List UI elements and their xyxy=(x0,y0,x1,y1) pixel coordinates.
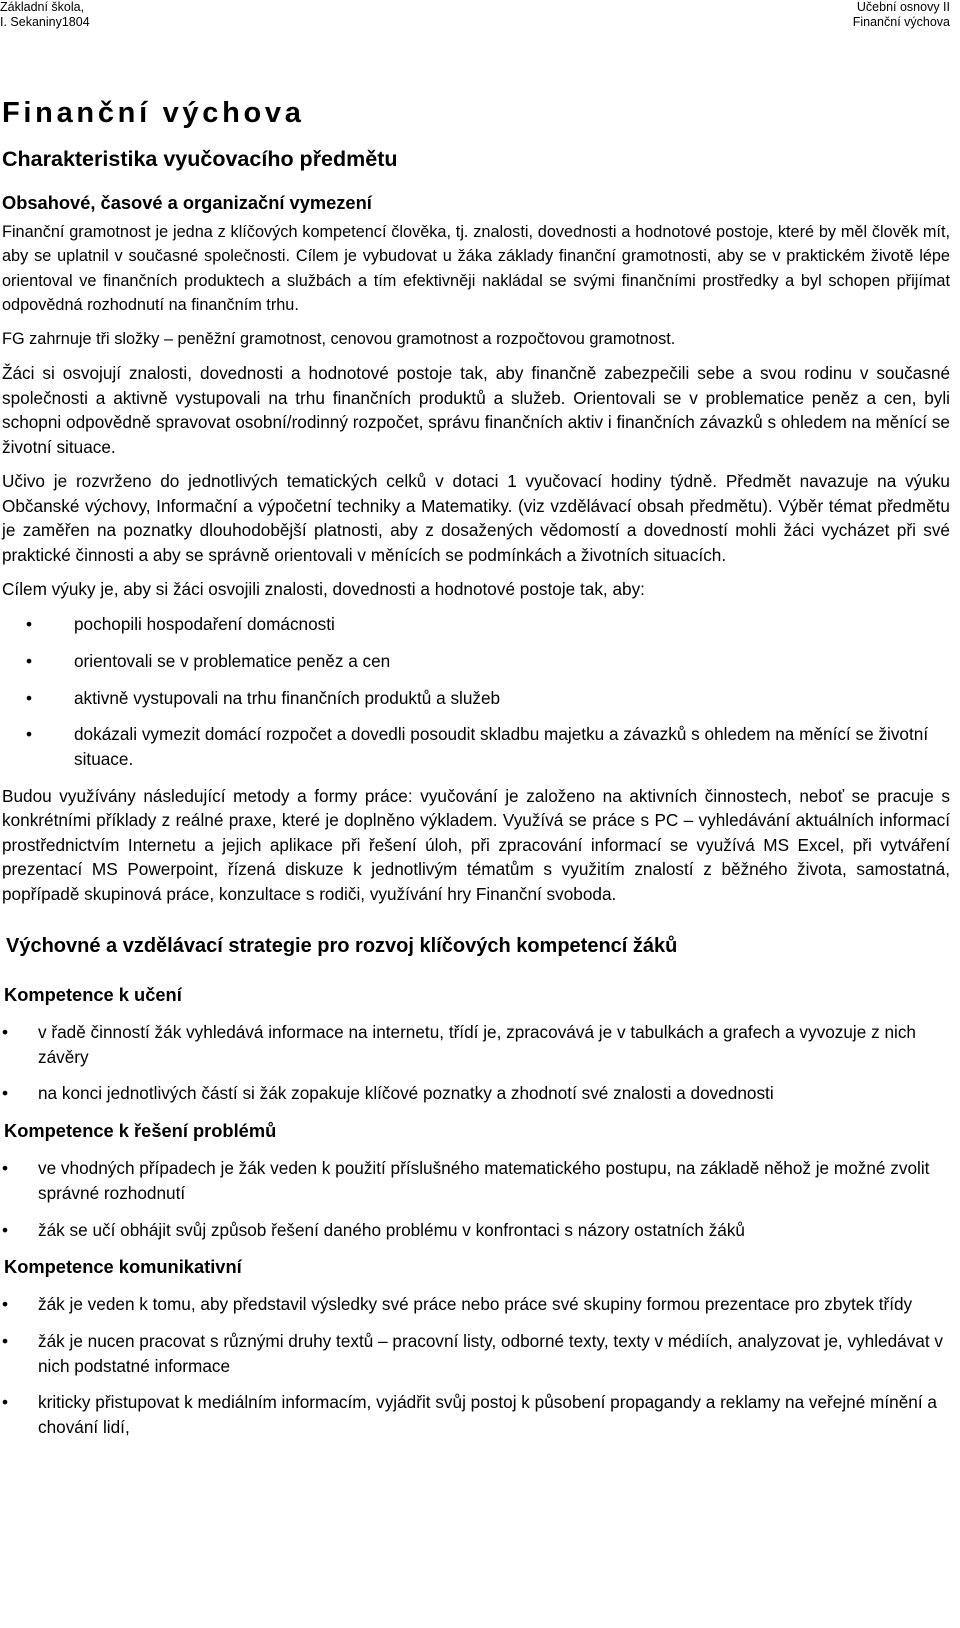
list-item: • pochopili hospodaření domácnosti xyxy=(2,612,950,637)
competence-list xyxy=(2,1292,950,1439)
list-item: • žák je veden k tomu, aby představil výsledky své práce nebo práce své skupiny formou prezentace pro zbytek třídy xyxy=(2,1292,950,1317)
document-name: Učební osnovy II xyxy=(856,0,950,14)
page-header-right xyxy=(853,0,950,30)
competence-heading: Kompetence k řešení problémů xyxy=(4,1120,277,1142)
competence-list xyxy=(2,1156,950,1242)
list-item: • kriticky přistupovat k mediálním informacím, vyjádřit svůj postoj k působení propagandy a reklamy na veřejné mínění a chování lidí, xyxy=(2,1390,950,1439)
scope-heading: Obsahové, časové a organizační vymezení xyxy=(2,192,372,213)
body-paragraph: Žáci si osvojují znalosti, dovednosti a hodnotové postoje tak, aby finančně zabezpečili sebe a svou rodinu v současné společnosti a aktivně vystupovali na trhu finančních produktů a služeb. Orientovali se v problematice peněz a cen, byli schopni odpovědně spravovat osobní/rodinný rozpočet, správu finančních aktiv i finančních závazků s ohledem na měnící se životní situace. xyxy=(2,363,950,457)
list-item: • orientovali se v problematice peněz a cen xyxy=(2,649,950,674)
page-title: Finanční výchova xyxy=(2,97,305,129)
list-item: • žák je nucen pracovat s různými druhy textů – pracovní listy, odborné texty, texty v médiích, analyzovat je, vyhledávat v nich podstatné informace xyxy=(2,1329,950,1378)
fg-components-paragraph: FG zahrnuje tři složky – peněžní gramotnost, cenovou gramotnost a rozpočtovou gramotnost. xyxy=(2,330,676,349)
school-address: I. Sekaniny1804 xyxy=(0,15,90,29)
body-paragraph: Učivo je rozvrženo do jednotlivých tematických celků v dotaci 1 vyučovací hodiny týdně. Předmět navazuje na výuku Občanské výchovy, Informační a výpočetní techniky a Matematiky. (viz vzdělávací obsah předmětu). Výběr témat předmětu je zaměřen na poznatky dlouhodobější platnosti, aby z dosažených vědomostí a dovedností mohli žáci vycházet při své praktické činnosti a aby se správně orientovali v měnících se podmínkách a životních situacích. xyxy=(2,471,950,565)
competence-heading: Kompetence komunikativní xyxy=(4,1256,242,1278)
list-item: • ve vhodných případech je žák veden k použití příslušného matematického postupu, na základě něhož je možné zvolit správné rozhodnutí xyxy=(2,1156,950,1205)
list-item: • na konci jednotlivých částí si žák zopakuje klíčové poznatky a zhodnotí své znalosti a dovednosti xyxy=(2,1081,950,1106)
goals-list xyxy=(2,612,950,771)
methods-paragraph: Budou využívány následující metody a formy práce: vyučování je založeno na aktivních činnostech, neboť se pracuje s konkrétními příklady z reálné praxe, které je doplněno výkladem. Využívá se práce s PC – vyhledávání aktuálních informací prostřednictvím Internetu a jejich aplikace při řešení úloh, při zpracování informací se využívá MS Excel, při vytváření prezentací MS Powerpoint, řízená diskuze k jednotlivým tématům s využitím znalostí z běžného života, samostatná, popřípadě skupinová práce, konzultace s rodiči, využívání hry Finanční svoboda. xyxy=(2,785,950,904)
list-item: • žák se učí obhájit svůj způsob řešení daného problému v konfrontaci s názory ostatních žáků xyxy=(2,1218,950,1243)
strategies-heading: Výchovné a vzdělávací strategie pro rozvoj klíčových kompetencí žáků xyxy=(6,935,678,958)
school-name: Základní škola, xyxy=(0,0,85,14)
page-header-left xyxy=(0,0,90,30)
intro-paragraph: Finanční gramotnost je jedna z klíčových kompetencí člověka, tj. znalosti, dovednosti a hodnotové postoje, které by měl člověk mít, aby se uplatnil v současné společnosti. Cílem je vybudovat u žáka základy finanční gramotnosti, aby se v praktickém životě lépe orientoval ve finančních produktech a službách a tím efektivněji nakládal se svými finančními prostředky a byl schopen přijímat odpovědná rozhodnutí na finančním trhu. xyxy=(2,223,950,314)
goals-intro: Cílem výuky je, aby si žáci osvojili znalosti, dovednosti a hodnotové postoje tak, aby: xyxy=(2,579,645,600)
competence-heading: Kompetence k učení xyxy=(4,984,182,1006)
document-content xyxy=(2,94,950,1452)
subject-characteristic-heading: Charakteristika vyučovacího předmětu xyxy=(2,147,398,171)
list-item: • dokázali vymezit domácí rozpočet a dovedli posoudit skladbu majetku a závazků s ohledem na měnící se životní situace. xyxy=(2,722,950,771)
list-item: • aktivně vystupovali na trhu finančních produktů a služeb xyxy=(2,686,950,711)
subject-name: Finanční výchova xyxy=(852,15,950,29)
list-item: • v řadě činností žák vyhledává informace na internetu, třídí je, zpracovává je v tabulkách a grafech a vyvozuje z nich závěry xyxy=(2,1020,950,1069)
competence-list xyxy=(2,1020,950,1106)
